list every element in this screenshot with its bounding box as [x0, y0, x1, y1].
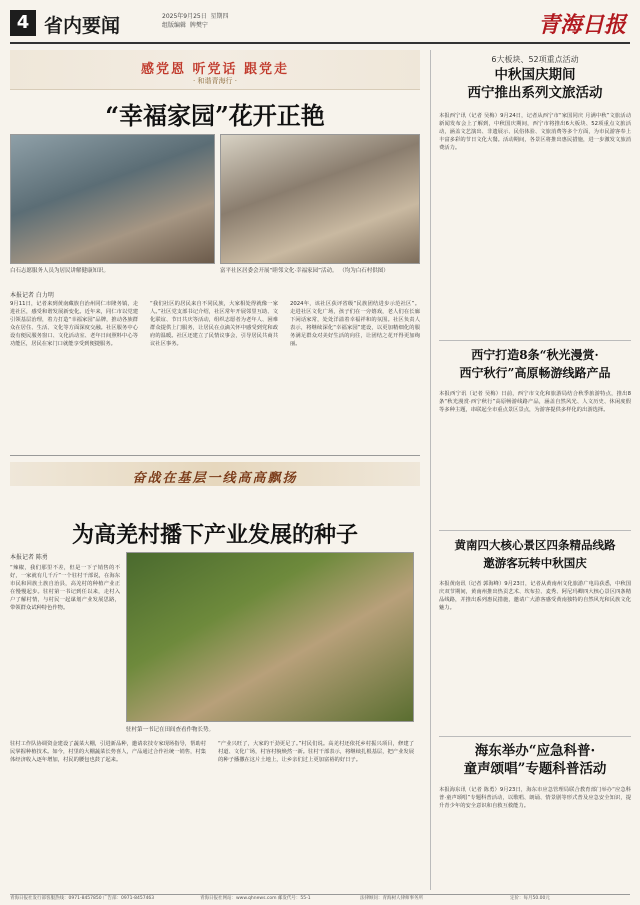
- body-column: “产业兴旺了，大家的干劲更足了。”村民们说。高羌村还依托乡村振兴项目，修建了村道、文化广场，村容村貌焕然一新。驻村干部表示，将继续扎根基层，把产业发展的种子播撒在这片土地上，让乡亲们过上更加富裕的好日子。: [218, 741, 414, 764]
- photo-field-inspection: [126, 552, 414, 722]
- story-divider: [439, 530, 631, 531]
- banner-subtitle: · 和谐青海行 ·: [193, 77, 237, 85]
- date-line: [162, 12, 229, 30]
- byline: 本报记者 白力明: [10, 292, 54, 299]
- story-headline: 海东举办“应急科普· 童声颂唱”专题科普活动: [463, 743, 607, 777]
- paper-logo: 青海日报: [537, 12, 626, 38]
- story-kicker: 6大板块、52项重点活动: [491, 55, 579, 64]
- footer-text: 青海日报社网站：www.qhnews.com 邮发代号：55-1: [200, 896, 311, 901]
- story-body: 本报黄南讯（记者 郭海峰）9月23日，记者从黄南州文化旅游广电局获悉，中秋国庆双节期间，黄南州推出热贡艺术、坎布拉、麦秀、阿尼玛卿四大核心景区四条精品线路，并推出系列惠民措施，邀请广大游客感受黄南独特的自然风光和民族文化魅力。: [439, 581, 631, 612]
- body-column: 2024年，该社区获评省级“民族团结进步示范社区”。走进社区文化广场，孩子们在一旁嬉戏，老人们在长廊下闲话家常，处处洋溢着幸福祥和的氛围。社区负责人表示，将继续深化“幸福家园”建设，以更加精细化的服务满足群众对美好生活的向往，让团结之花开得更加绚丽。: [290, 301, 420, 348]
- date-text: 2025年9月25日 星期四: [162, 13, 229, 20]
- column-banner: [10, 462, 420, 486]
- photo-caption: 富平社区居委会开展“睦邻文化·幸福家园”活动。 （均为白石村供图）: [220, 268, 389, 274]
- story-headline: 西宁打造8条“秋光漫赏· 西宁秋行”高原畅游线路产品: [459, 348, 611, 380]
- photo-volunteers: [10, 134, 215, 264]
- byline: 本报记者 陈勇: [10, 554, 48, 561]
- banner-title: 感党恩 听党话 跟党走: [140, 62, 290, 77]
- body-column: “辣椒，我们那里不差，但是一下子销售的不好，一家就有几千斤”一个驻村干部说，在海东市民和回族土族自治县，高羌村的种植产业正在慢慢起步。驻村第一书记到任以来，走村入户了解村情，与村民一起谋划产业发展思路，带领群众试种特色作物。: [10, 565, 120, 612]
- page-number: 4: [10, 10, 36, 36]
- story-body: 本报西宁讯（记者 吴梅）日前，西宁市文化和旅游局结合秋季旅游特点，推出8条“秋光漫赏·西宁秋行”高原畅游线路产品，涵盖自然风光、人文历史、休闲度假等多种主题，串联起全市重点景区景点，为游客提供多样化的出游选择。: [439, 391, 631, 414]
- story-headline: 黄南四大核心景区四条精品线路 邀游客玩转中秋国庆: [454, 538, 616, 570]
- story-divider: [439, 340, 631, 341]
- story-headline: 中秋国庆期间 西宁推出系列文旅活动: [467, 67, 603, 101]
- article-headline: 为高羌村播下产业发展的种子: [71, 522, 358, 548]
- photo-caption: 白石志愿服务人员为居民讲解健康知识。: [10, 268, 110, 274]
- column-banner: [10, 50, 420, 90]
- story-divider: [439, 736, 631, 737]
- story-body: 本报海东讯（记者 陈勇）9月23日，海东市应急管理局联合教育部门举办“应急科普·童声颂唱”专题科普活动，以歌唱、朗诵、情景剧等形式普及应急安全知识，提升青少年的安全意识和自救互救能力。: [439, 787, 631, 810]
- body-column: 9月11日，记者来到黄南藏族自治州同仁市隆务镇，走进社区，感受和谐发展新变化。近年来，同仁市以党建引领基层治理，着力打造“幸福家园”品牌，推动各族群众在居住、生活、文化等方面深度交融。社区服务中心设有便民服务窗口、文化活动室、老年日间照料中心等功能区，居民在家门口就能享受到便捷服务。: [10, 301, 138, 348]
- section-title: 省内要闻: [44, 15, 121, 37]
- editor-text: 组版编辑 牌樊宁: [162, 22, 208, 29]
- article-headline: “幸福家园”花开正艳: [105, 101, 325, 130]
- masthead: [10, 8, 630, 40]
- photo-caption: 驻村第一书记在田间查看作物长势。: [126, 727, 215, 733]
- banner-title: 奋战在基层一线高高飘扬: [132, 471, 298, 486]
- footer-text: 法律顾问：青海树人律师事务所: [360, 896, 423, 901]
- footer-text: 青海日报社发行部客服热线：0971-8457850 广告部：0971-8457463: [10, 896, 155, 901]
- footer: [10, 894, 630, 904]
- article-gaoqiang-village: [10, 455, 420, 890]
- photo-community-event: [220, 134, 420, 264]
- footer-text: 定价：每月50.00元: [510, 896, 550, 901]
- body-column: “我们社区的居民来自不同民族，大家相处得就像一家人。”社区党支部书记介绍，社区常年开展邻里互助、文化联谊、节日共庆等活动，组织志愿者为老年人、困难群众提供上门服务，让居民在点滴关怀中感受到党和政府的温暖。社区还建立了民情议事会，引导居民共商共议社区事务。: [150, 301, 278, 348]
- article-happy-home: [10, 50, 420, 450]
- right-news-column: [430, 50, 630, 890]
- body-column: 驻村工作队协调资金建设了蔬菜大棚，引进新品种，邀请农技专家现场指导，帮助村民掌握种植技术。如今，村里的大棚蔬菜长势喜人，产品通过合作社统一销售，村集体经济收入逐年增加，村民的腰包也鼓了起来。: [10, 741, 206, 764]
- masthead-rule: [10, 42, 630, 44]
- story-body: 本报西宁讯（记者 吴梅）9月24日，记者从西宁市“家国同庆 月满中秋”文旅活动新闻发布会上了解到，中秋国庆期间，西宁市将推出6大板块、52项重点文旅活动，涵盖文艺演出、非遗展示、民俗体验、文旅消费等多个方面，为市民游客奉上丰富多彩的节日文化大餐。活动期间，各景区将推出惠民措施，进一步激发文旅消费活力。: [439, 113, 631, 152]
